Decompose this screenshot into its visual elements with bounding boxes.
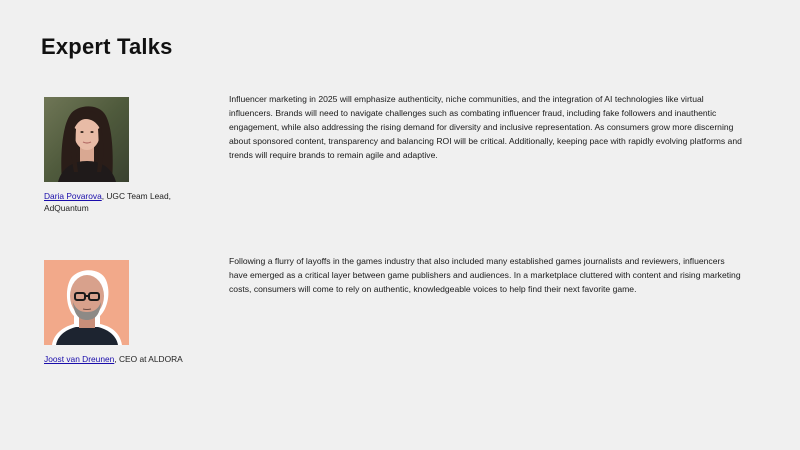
expert-name-link[interactable]: Joost van Dreunen [44, 354, 115, 364]
expert-role: , UGC Team Lead, AdQuantum [44, 191, 171, 213]
portrait-woman-icon [44, 97, 129, 182]
expert-role: , CEO at ALDORA [114, 354, 183, 364]
expert-caption [44, 353, 204, 365]
expert-caption [44, 190, 204, 214]
expert-quote: Following a flurry of layoffs in the games industry that also included many established games journalists and reviewers, influencers have emerged as a critical layer between game publishers and audiences. In a marketplace cluttered with content and rising marketing costs, consumers will come to rely on authentic, knowledgeable voices to help find their next favorite game. [229, 256, 741, 294]
expert-name-link[interactable]: Daria Povarova [44, 191, 102, 201]
page-title: Expert Talks [41, 34, 173, 59]
expert-photo-joost [44, 260, 129, 345]
portrait-man-icon [44, 260, 129, 345]
expert-photo-daria [44, 97, 129, 182]
expert-quote: Influencer marketing in 2025 will emphasize authenticity, niche communities, and the integration of AI technologies like virtual influencers. Brands will need to navigate challenges such as combating influencer fraud, including fake followers and inauthentic engagement, while also addressing the rising demand for diversity and inclusive representation. As consumers grow more discerning about sponsored content, transparency and balancing ROI will be critical. Additionally, keeping pace with rapidly evolving platforms and trends will require brands to remain agile and adaptive. [229, 94, 742, 160]
